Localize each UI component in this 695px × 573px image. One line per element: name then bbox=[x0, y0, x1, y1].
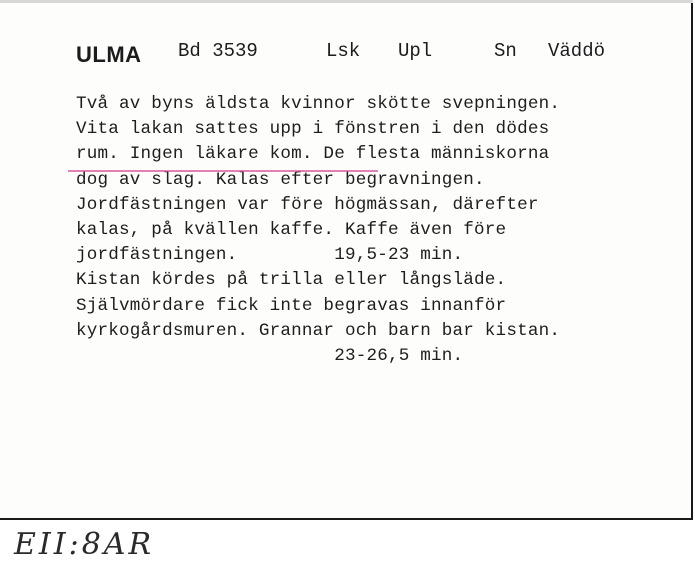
parish-name: Väddö bbox=[548, 40, 606, 62]
text-line-3: rum. Ingen läkare kom. De flesta människorna bbox=[76, 144, 550, 165]
text-line-6: kalas, på kvällen kaffe. Kaffe även före bbox=[76, 219, 507, 240]
text-line-8: Kistan kördes på trilla eller långsläde. bbox=[76, 270, 507, 291]
text-line-5: Jordfästningen var före högmässan, därefter bbox=[76, 194, 539, 215]
text-line-7: jordfästningen. 19,5-23 min. bbox=[76, 245, 464, 266]
parish-label: Sn bbox=[494, 40, 517, 62]
place-name: ULMA bbox=[76, 42, 142, 67]
card-body-text bbox=[76, 92, 691, 369]
card-top-edge bbox=[0, 0, 693, 3]
text-line-10: kyrkogårdsmuren. Grannar och barn bar kistan. bbox=[76, 320, 561, 341]
volume-number: Bd 3539 bbox=[178, 40, 258, 62]
district-a: Lsk bbox=[326, 40, 361, 62]
district-b: Upl bbox=[398, 40, 433, 62]
card-header bbox=[76, 40, 676, 70]
text-line-9: Självmördare fick inte begravas innanför bbox=[76, 295, 507, 316]
text-line-1: Två av byns äldsta kvinnor skötte svepningen. bbox=[76, 94, 561, 114]
text-line-4: dog av slag. Kalas efter begravningen. bbox=[76, 169, 485, 190]
text-line-2: Vita lakan sattes upp i fönstren i den dödes bbox=[76, 119, 550, 140]
highlight-underline bbox=[68, 170, 378, 172]
text-line-11: 23-26,5 min. bbox=[76, 345, 464, 366]
handwritten-archive-code: EII:8AR bbox=[14, 527, 155, 562]
